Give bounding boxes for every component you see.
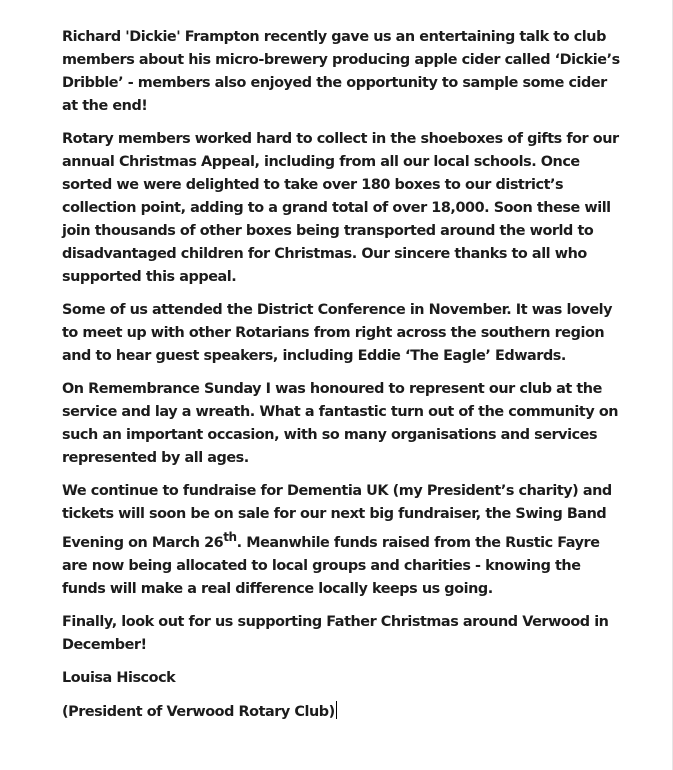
paragraph-cider-talk: Richard 'Dickie' Frampton recently gave us an entertaining talk to club members about his micro-brewery producing apple cider called ‘Dickie’s Dribble’ - members also enjoyed the opportunity to sample some cider at the end! xyxy=(62,29,620,114)
fundraising-text-after: . Meanwhile funds raised from the Rustic Fayre are now being allocated to local groups and charities - knowing the funds will make a real difference locally keeps us going. xyxy=(62,534,600,597)
document-body[interactable] xyxy=(62,26,627,735)
signature-name: Louisa Hiscock xyxy=(62,669,176,686)
paragraph-fundraising xyxy=(62,480,627,601)
fundraising-text-before: We continue to fundraise for Dementia UK (my President’s charity) and tickets will soon be on sale for our next big fundraiser, the Swing Band Evening on March 26 xyxy=(62,483,612,551)
paragraph-remembrance-sunday: On Remembrance Sunday I was honoured to represent our club at the service and lay a wreath. What a fantastic turn out of the community on such an important occasion, with so many organisations and services represented by all ages. xyxy=(62,381,619,466)
date-ordinal-superscript: th xyxy=(223,530,237,544)
paragraph-district-conference: Some of us attended the District Conference in November. It was lovely to meet up with other Rotarians from right across the southern region and to hear guest speakers, including Eddie ‘The Eagle’ Edwards. xyxy=(62,302,613,364)
signature-title-line xyxy=(62,701,627,724)
text-cursor xyxy=(336,701,337,719)
signature-title: (President of Verwood Rotary Club) xyxy=(62,703,335,720)
paragraph-shoebox-appeal: Rotary members worked hard to collect in the shoeboxes of gifts for our annual Christmas Appeal, including from all our local schools. Once sorted we were delighted to take over 180 boxes to our district’s collection point, adding to a grand total of over 18,000. Soon these will join thousands of other boxes being transported around the world to disadvantaged children for Christmas. Our sincere thanks to all who supported this appeal. xyxy=(62,131,619,285)
paragraph-father-christmas: Finally, look out for us supporting Father Christmas around Verwood in December! xyxy=(62,613,609,653)
